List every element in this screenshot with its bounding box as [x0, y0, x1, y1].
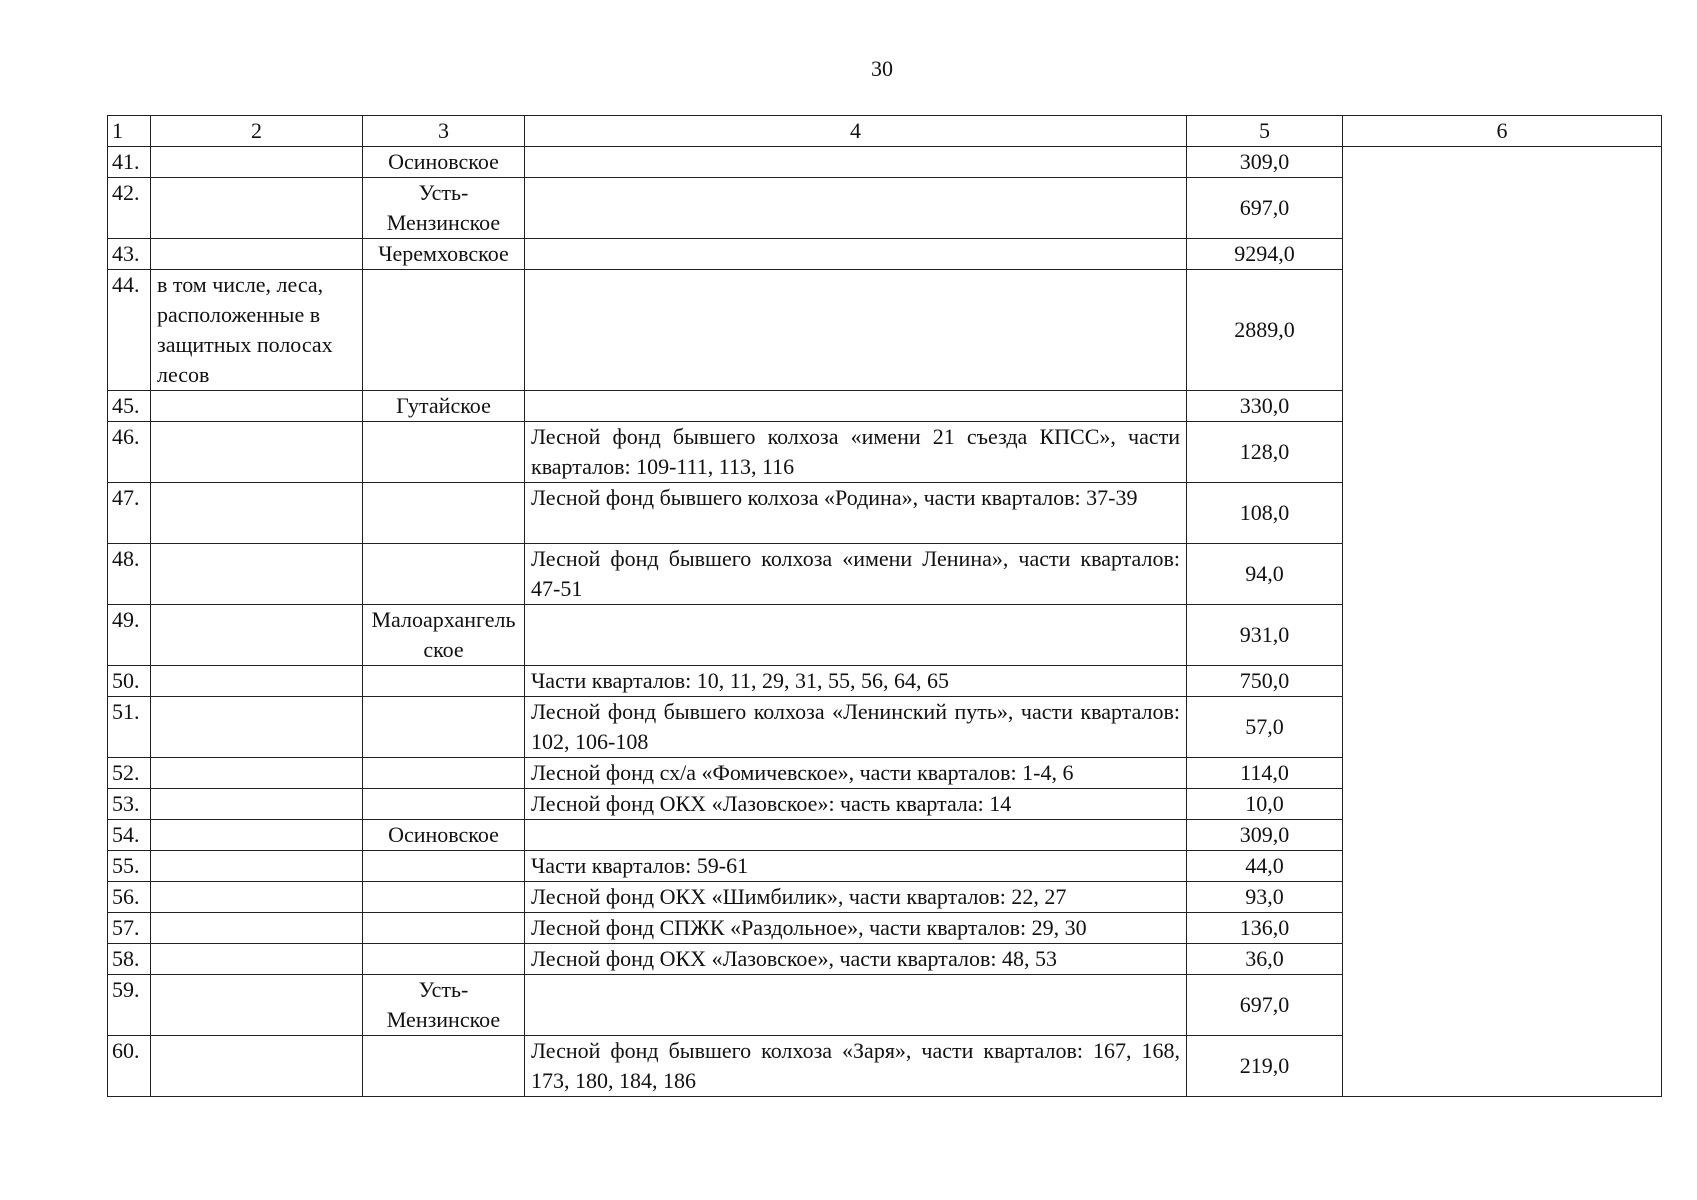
- district-cell: [363, 913, 525, 944]
- area-cell: 330,0: [1187, 391, 1343, 422]
- district-cell: [363, 697, 525, 758]
- notes-cell: [1343, 147, 1662, 1097]
- row-number-cell: 55.: [108, 851, 151, 882]
- description-cell: Лесной фонд бывшего колхоза «Ленинский путь», части кварталов: 102, 106-108: [525, 697, 1187, 758]
- row-number-cell: 54.: [108, 820, 151, 851]
- district-cell: Усть-Мензинское: [363, 975, 525, 1036]
- table-row: [108, 147, 1662, 178]
- category-cell: [151, 789, 363, 820]
- row-number-cell: 48.: [108, 544, 151, 605]
- district-cell: [363, 944, 525, 975]
- category-cell: [151, 820, 363, 851]
- row-number-cell: 57.: [108, 913, 151, 944]
- district-cell: [363, 882, 525, 913]
- area-cell: 44,0: [1187, 851, 1343, 882]
- district-cell: [363, 851, 525, 882]
- category-cell: [151, 913, 363, 944]
- description-cell: Части кварталов: 59-61: [525, 851, 1187, 882]
- description-cell: [525, 820, 1187, 851]
- area-cell: 309,0: [1187, 147, 1343, 178]
- district-cell: [363, 758, 525, 789]
- description-cell: Лесной фонд бывшего колхоза «Заря», части кварталов: 167, 168, 173, 180, 184, 186: [525, 1036, 1187, 1097]
- header-cell: 5: [1187, 116, 1343, 147]
- description-cell: Части кварталов: 10, 11, 29, 31, 55, 56, 64, 65: [525, 666, 1187, 697]
- description-cell: [525, 270, 1187, 391]
- description-cell: [525, 605, 1187, 666]
- category-cell: [151, 391, 363, 422]
- row-number-cell: 59.: [108, 975, 151, 1036]
- category-cell: [151, 544, 363, 605]
- district-cell: [363, 1036, 525, 1097]
- page-number: 30: [871, 56, 893, 81]
- category-cell: в том числе, леса, расположенные в защитных полосах лесов: [151, 270, 363, 391]
- district-cell: [363, 666, 525, 697]
- area-cell: 750,0: [1187, 666, 1343, 697]
- row-number-cell: 58.: [108, 944, 151, 975]
- description-cell: Лесной фонд бывшего колхоза «Родина», части кварталов: 37-39: [525, 483, 1187, 544]
- district-cell: Гутайское: [363, 391, 525, 422]
- district-cell: [363, 483, 525, 544]
- description-cell: [525, 239, 1187, 270]
- category-cell: [151, 944, 363, 975]
- row-number-cell: 47.: [108, 483, 151, 544]
- area-cell: 9294,0: [1187, 239, 1343, 270]
- area-cell: 697,0: [1187, 975, 1343, 1036]
- area-cell: 57,0: [1187, 697, 1343, 758]
- area-cell: 36,0: [1187, 944, 1343, 975]
- category-cell: [151, 178, 363, 239]
- district-cell: Черемховское: [363, 239, 525, 270]
- description-cell: [525, 147, 1187, 178]
- category-cell: [151, 147, 363, 178]
- row-number-cell: 45.: [108, 391, 151, 422]
- area-cell: 93,0: [1187, 882, 1343, 913]
- forest-table: [107, 115, 1662, 1097]
- area-cell: 128,0: [1187, 422, 1343, 483]
- row-number-cell: 41.: [108, 147, 151, 178]
- row-number-cell: 53.: [108, 789, 151, 820]
- district-cell: Малоархангельское: [363, 605, 525, 666]
- category-cell: [151, 239, 363, 270]
- row-number-cell: 46.: [108, 422, 151, 483]
- row-number-cell: 42.: [108, 178, 151, 239]
- category-cell: [151, 605, 363, 666]
- table-header-row: [108, 116, 1662, 147]
- category-cell: [151, 758, 363, 789]
- row-number-cell: 50.: [108, 666, 151, 697]
- area-cell: 136,0: [1187, 913, 1343, 944]
- header-cell: 1: [108, 116, 151, 147]
- row-number-cell: 43.: [108, 239, 151, 270]
- category-cell: [151, 422, 363, 483]
- category-cell: [151, 851, 363, 882]
- row-number-cell: 49.: [108, 605, 151, 666]
- description-cell: Лесной фонд сх/а «Фомичевское», части кварталов: 1-4, 6: [525, 758, 1187, 789]
- header-cell: 3: [363, 116, 525, 147]
- district-cell: Усть-Мензинское: [363, 178, 525, 239]
- area-cell: 94,0: [1187, 544, 1343, 605]
- area-cell: 108,0: [1187, 483, 1343, 544]
- area-cell: 2889,0: [1187, 270, 1343, 391]
- category-cell: [151, 882, 363, 913]
- description-cell: [525, 975, 1187, 1036]
- header-cell: 6: [1343, 116, 1662, 147]
- header-cell: 4: [525, 116, 1187, 147]
- row-number-cell: 44.: [108, 270, 151, 391]
- category-cell: [151, 697, 363, 758]
- category-cell: [151, 666, 363, 697]
- district-cell: [363, 270, 525, 391]
- description-cell: [525, 178, 1187, 239]
- district-cell: [363, 422, 525, 483]
- category-cell: [151, 1036, 363, 1097]
- description-cell: Лесной фонд ОКХ «Шимбилик», части кварталов: 22, 27: [525, 882, 1187, 913]
- area-cell: 219,0: [1187, 1036, 1343, 1097]
- district-cell: [363, 544, 525, 605]
- row-number-cell: 60.: [108, 1036, 151, 1097]
- category-cell: [151, 975, 363, 1036]
- area-cell: 931,0: [1187, 605, 1343, 666]
- description-cell: Лесной фонд СПЖК «Раздольное», части кварталов: 29, 30: [525, 913, 1187, 944]
- area-cell: 309,0: [1187, 820, 1343, 851]
- description-cell: Лесной фонд ОКХ «Лазовское», части кварталов: 48, 53: [525, 944, 1187, 975]
- description-cell: [525, 391, 1187, 422]
- row-number-cell: 56.: [108, 882, 151, 913]
- description-cell: Лесной фонд бывшего колхоза «имени Ленина», части кварталов: 47-51: [525, 544, 1187, 605]
- area-cell: 697,0: [1187, 178, 1343, 239]
- header-cell: 2: [151, 116, 363, 147]
- area-cell: 114,0: [1187, 758, 1343, 789]
- description-cell: Лесной фонд ОКХ «Лазовское»: часть квартала: 14: [525, 789, 1187, 820]
- area-cell: 10,0: [1187, 789, 1343, 820]
- district-cell: Осиновское: [363, 147, 525, 178]
- row-number-cell: 52.: [108, 758, 151, 789]
- description-cell: Лесной фонд бывшего колхоза «имени 21 съезда КПСС», части кварталов: 109-111, 113, 116: [525, 422, 1187, 483]
- row-number-cell: 51.: [108, 697, 151, 758]
- category-cell: [151, 483, 363, 544]
- district-cell: Осиновское: [363, 820, 525, 851]
- district-cell: [363, 789, 525, 820]
